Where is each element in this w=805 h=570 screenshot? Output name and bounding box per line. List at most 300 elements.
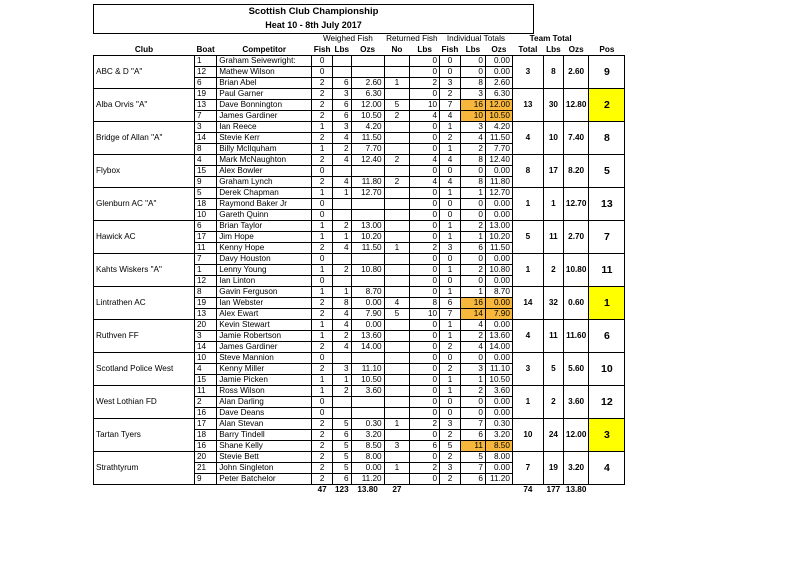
- cell-r-no: [384, 408, 410, 419]
- col-header-position: Pos: [599, 44, 615, 54]
- cell-i-ozs: 11.20: [485, 474, 512, 485]
- table-row: [94, 452, 625, 463]
- cell-w-ozs: 10.80: [351, 265, 384, 276]
- cell-i-lbs: 0: [460, 254, 485, 265]
- title-box: [93, 4, 534, 34]
- team-lbs: 11: [543, 221, 563, 254]
- cell-w-fish: 1: [312, 221, 333, 232]
- cell-i-fish: 1: [440, 265, 461, 276]
- table-row: [94, 254, 625, 265]
- cell-i-ozs: 10.50: [485, 111, 512, 122]
- club-name: Hawick AC: [94, 221, 195, 254]
- cell-w-ozs: 10.50: [351, 111, 384, 122]
- cell-w-lbs: [333, 166, 352, 177]
- club-name: ABC & D "A": [94, 56, 195, 89]
- cell-r-no: [384, 386, 410, 397]
- cell-r-no: [384, 232, 410, 243]
- cell-w-ozs: 12.40: [351, 155, 384, 166]
- cell-i-lbs: 1: [460, 375, 485, 386]
- cell-boat: 15: [195, 375, 217, 386]
- team-lbs: 1: [543, 188, 563, 221]
- cell-i-ozs: 7.70: [485, 144, 512, 155]
- cell-i-ozs: 0.00: [485, 56, 512, 67]
- team-ozs: 5.60: [563, 353, 589, 386]
- cell-r-no: 5: [384, 100, 410, 111]
- cell-r-lbs: 0: [410, 342, 440, 353]
- cell-i-lbs: 0: [460, 56, 485, 67]
- cell-competitor: Jim Hope: [217, 232, 312, 243]
- cell-i-fish: 0: [440, 210, 461, 221]
- total-weighed-lbs: 123: [334, 485, 349, 495]
- table-row: [94, 320, 625, 331]
- cell-competitor: Billy McIlquham: [217, 144, 312, 155]
- cell-r-no: 2: [384, 155, 410, 166]
- cell-i-ozs: 7.90: [485, 309, 512, 320]
- cell-w-ozs: [351, 166, 384, 177]
- cell-i-fish: 0: [440, 56, 461, 67]
- team-lbs: 10: [543, 122, 563, 155]
- cell-boat: 7: [195, 111, 217, 122]
- cell-competitor: Alan Stevan: [217, 419, 312, 430]
- cell-i-fish: 1: [440, 232, 461, 243]
- cell-w-ozs: 11.50: [351, 133, 384, 144]
- cell-w-fish: 2: [312, 177, 333, 188]
- cell-w-ozs: 4.20: [351, 122, 384, 133]
- cell-boat: 12: [195, 67, 217, 78]
- cell-i-ozs: 4.20: [485, 122, 512, 133]
- cell-w-ozs: 0.30: [351, 419, 384, 430]
- cell-r-lbs: 6: [410, 441, 440, 452]
- totals-row: [94, 485, 625, 496]
- cell-w-fish: 0: [312, 67, 333, 78]
- cell-competitor: Kenny Hope: [217, 243, 312, 254]
- cell-i-ozs: 0.00: [485, 199, 512, 210]
- cell-competitor: Davy Houston: [217, 254, 312, 265]
- cell-w-fish: 0: [312, 408, 333, 419]
- team-total: 10: [512, 419, 543, 452]
- cell-w-ozs: [351, 353, 384, 364]
- cell-w-ozs: [351, 408, 384, 419]
- cell-w-ozs: 6.30: [351, 89, 384, 100]
- cell-w-lbs: 6: [333, 78, 352, 89]
- cell-r-no: [384, 199, 410, 210]
- cell-w-fish: 0: [312, 276, 333, 287]
- cell-competitor: Stevie Kerr: [217, 133, 312, 144]
- cell-i-fish: 3: [440, 463, 461, 474]
- cell-boat: 9: [195, 177, 217, 188]
- page-title: Scottish Club Championship: [248, 6, 379, 17]
- cell-w-fish: 1: [312, 320, 333, 331]
- cell-w-ozs: 8.70: [351, 287, 384, 298]
- club-name: Strathtyrum: [94, 452, 195, 485]
- cell-w-lbs: 4: [333, 243, 352, 254]
- cell-w-ozs: [351, 67, 384, 78]
- club-name: Alba Orvis "A": [94, 89, 195, 122]
- position: 12: [589, 386, 625, 419]
- club-name: Kahts Wiskers "A": [94, 254, 195, 287]
- cell-r-lbs: 0: [410, 188, 440, 199]
- cell-w-fish: 0: [312, 166, 333, 177]
- cell-i-ozs: 0.00: [485, 353, 512, 364]
- cell-boat: 8: [195, 144, 217, 155]
- col-header-boat: Boat: [196, 44, 215, 54]
- cell-i-fish: 1: [440, 331, 461, 342]
- cell-r-no: [384, 276, 410, 287]
- cell-i-lbs: 3: [460, 122, 485, 133]
- col-header-weighed-fish: Fish: [313, 44, 331, 54]
- col-header-club: Club: [134, 44, 154, 54]
- cell-i-fish: 7: [440, 309, 461, 320]
- cell-i-ozs: 0.00: [485, 463, 512, 474]
- cell-i-lbs: 3: [460, 89, 485, 100]
- cell-r-lbs: 0: [410, 144, 440, 155]
- cell-i-fish: 2: [440, 452, 461, 463]
- cell-i-ozs: 0.00: [485, 67, 512, 78]
- position: 2: [589, 89, 625, 122]
- cell-i-fish: 4: [440, 111, 461, 122]
- cell-w-lbs: [333, 56, 352, 67]
- cell-boat: 8: [195, 287, 217, 298]
- cell-i-lbs: 4: [460, 320, 485, 331]
- cell-r-no: [384, 265, 410, 276]
- team-total: 13: [512, 89, 543, 122]
- cell-boat: 9: [195, 474, 217, 485]
- cell-w-ozs: [351, 56, 384, 67]
- cell-w-lbs: [333, 353, 352, 364]
- cell-competitor: Brian Taylor: [217, 221, 312, 232]
- cell-boat: 14: [195, 342, 217, 353]
- cell-i-fish: 1: [440, 144, 461, 155]
- cell-r-lbs: 4: [410, 177, 440, 188]
- cell-r-no: [384, 89, 410, 100]
- cell-i-fish: 5: [440, 441, 461, 452]
- cell-r-no: [384, 67, 410, 78]
- team-lbs: 19: [543, 452, 563, 485]
- cell-r-no: [384, 320, 410, 331]
- cell-competitor: Kevin Stewart: [217, 320, 312, 331]
- team-ozs: 0.60: [563, 287, 589, 320]
- cell-competitor: Brian Abel: [217, 78, 312, 89]
- cell-r-no: [384, 210, 410, 221]
- cell-competitor: Ian Webster: [217, 298, 312, 309]
- cell-competitor: Barry Tindell: [217, 430, 312, 441]
- cell-w-ozs: 0.00: [351, 298, 384, 309]
- cell-w-fish: 2: [312, 364, 333, 375]
- cell-r-no: [384, 188, 410, 199]
- cell-i-fish: 0: [440, 166, 461, 177]
- total-weighed-ozs: 13.80: [357, 485, 378, 495]
- total-team-total: 74: [523, 485, 533, 495]
- cell-r-no: [384, 144, 410, 155]
- position: 3: [589, 419, 625, 452]
- cell-w-fish: 2: [312, 100, 333, 111]
- table-row: [94, 419, 625, 430]
- cell-r-no: 1: [384, 463, 410, 474]
- cell-r-lbs: 10: [410, 100, 440, 111]
- cell-w-fish: 0: [312, 353, 333, 364]
- cell-r-lbs: 0: [410, 254, 440, 265]
- cell-i-ozs: 0.30: [485, 419, 512, 430]
- cell-i-fish: 1: [440, 386, 461, 397]
- cell-i-ozs: 0.00: [485, 298, 512, 309]
- cell-w-ozs: 0.00: [351, 320, 384, 331]
- cell-boat: 20: [195, 320, 217, 331]
- cell-w-ozs: 14.00: [351, 342, 384, 353]
- cell-w-fish: 0: [312, 210, 333, 221]
- cell-boat: 4: [195, 155, 217, 166]
- cell-boat: 7: [195, 254, 217, 265]
- position: 6: [589, 320, 625, 353]
- cell-i-lbs: 8: [460, 78, 485, 89]
- cell-w-lbs: 8: [333, 298, 352, 309]
- cell-w-lbs: [333, 210, 352, 221]
- cell-boat: 11: [195, 386, 217, 397]
- cell-i-ozs: 10.50: [485, 375, 512, 386]
- cell-r-no: [384, 166, 410, 177]
- team-lbs: 2: [543, 386, 563, 419]
- cell-w-fish: 2: [312, 78, 333, 89]
- total-team-ozs: 13.80: [565, 485, 587, 495]
- results-table: [93, 34, 625, 495]
- cell-r-no: [384, 353, 410, 364]
- cell-boat: 13: [195, 309, 217, 320]
- weighed-fish-header: Weighed Fish: [322, 34, 373, 44]
- cell-i-lbs: 11: [460, 441, 485, 452]
- cell-w-fish: 0: [312, 56, 333, 67]
- cell-i-lbs: 16: [460, 100, 485, 111]
- team-ozs: 12.80: [563, 89, 589, 122]
- team-lbs: 2: [543, 254, 563, 287]
- cell-r-lbs: 0: [410, 56, 440, 67]
- cell-r-lbs: 0: [410, 166, 440, 177]
- cell-i-ozs: 10.80: [485, 265, 512, 276]
- cell-i-lbs: 8: [460, 177, 485, 188]
- cell-r-no: [384, 474, 410, 485]
- cell-competitor: Derek Chapman: [217, 188, 312, 199]
- cell-i-fish: 4: [440, 155, 461, 166]
- cell-i-lbs: 5: [460, 452, 485, 463]
- cell-i-lbs: 2: [460, 265, 485, 276]
- cell-i-lbs: 6: [460, 430, 485, 441]
- cell-i-fish: 4: [440, 177, 461, 188]
- cell-r-no: 1: [384, 243, 410, 254]
- cell-i-fish: 2: [440, 342, 461, 353]
- cell-w-lbs: [333, 408, 352, 419]
- cell-i-lbs: 0: [460, 166, 485, 177]
- cell-boat: 20: [195, 452, 217, 463]
- returned-fish-header: Returned Fish: [386, 34, 438, 44]
- position: 13: [589, 188, 625, 221]
- cell-i-lbs: 0: [460, 408, 485, 419]
- cell-i-fish: 3: [440, 419, 461, 430]
- cell-w-lbs: 3: [333, 89, 352, 100]
- col-header-team-total: Total: [518, 44, 538, 54]
- cell-boat: 2: [195, 397, 217, 408]
- cell-competitor: Dave Deans: [217, 408, 312, 419]
- cell-i-ozs: 8.70: [485, 287, 512, 298]
- team-ozs: 12.00: [563, 419, 589, 452]
- cell-boat: 4: [195, 364, 217, 375]
- cell-r-no: [384, 452, 410, 463]
- cell-w-lbs: 4: [333, 133, 352, 144]
- cell-i-fish: 0: [440, 397, 461, 408]
- cell-r-lbs: 0: [410, 265, 440, 276]
- cell-w-fish: 0: [312, 254, 333, 265]
- cell-boat: 16: [195, 408, 217, 419]
- cell-r-lbs: 0: [410, 386, 440, 397]
- cell-boat: 10: [195, 353, 217, 364]
- cell-r-no: [384, 56, 410, 67]
- team-total: 1: [512, 188, 543, 221]
- cell-w-fish: 2: [312, 474, 333, 485]
- cell-w-ozs: 7.90: [351, 309, 384, 320]
- cell-competitor: Graham Seivewright:: [217, 56, 312, 67]
- cell-w-fish: 2: [312, 419, 333, 430]
- cell-i-lbs: 4: [460, 342, 485, 353]
- cell-w-lbs: 1: [333, 287, 352, 298]
- cell-i-ozs: 0.00: [485, 276, 512, 287]
- cell-i-lbs: 2: [460, 221, 485, 232]
- cell-w-fish: 2: [312, 89, 333, 100]
- cell-boat: 12: [195, 276, 217, 287]
- cell-r-lbs: 2: [410, 78, 440, 89]
- club-name: Bridge of Allan "A": [94, 122, 195, 155]
- cell-w-fish: 1: [312, 375, 333, 386]
- team-total: 3: [512, 56, 543, 89]
- col-header-individual-ozs: Ozs: [491, 44, 507, 54]
- cell-w-fish: 2: [312, 111, 333, 122]
- column-header-row: [94, 45, 625, 56]
- cell-boat: 17: [195, 419, 217, 430]
- team-total: 4: [512, 122, 543, 155]
- cell-w-fish: 2: [312, 430, 333, 441]
- cell-w-lbs: [333, 199, 352, 210]
- cell-competitor: Shane Kelly: [217, 441, 312, 452]
- cell-w-lbs: 3: [333, 122, 352, 133]
- cell-i-ozs: 0.00: [485, 397, 512, 408]
- cell-i-ozs: 0.00: [485, 166, 512, 177]
- cell-competitor: Paul Garner: [217, 89, 312, 100]
- cell-boat: 1: [195, 265, 217, 276]
- cell-w-fish: 1: [312, 232, 333, 243]
- cell-competitor: Alan Darling: [217, 397, 312, 408]
- team-ozs: 11.60: [563, 320, 589, 353]
- cell-boat: 6: [195, 221, 217, 232]
- team-total: 7: [512, 452, 543, 485]
- cell-w-lbs: [333, 397, 352, 408]
- cell-w-ozs: 8.00: [351, 452, 384, 463]
- cell-r-lbs: 0: [410, 430, 440, 441]
- cell-i-fish: 2: [440, 133, 461, 144]
- cell-w-fish: 1: [312, 122, 333, 133]
- total-returned-no: 27: [392, 485, 402, 495]
- cell-competitor: Ross Wilson: [217, 386, 312, 397]
- cell-r-no: [384, 331, 410, 342]
- cell-w-ozs: 13.60: [351, 331, 384, 342]
- cell-i-lbs: 0: [460, 353, 485, 364]
- cell-i-ozs: 0.00: [485, 408, 512, 419]
- team-ozs: 2.70: [563, 221, 589, 254]
- team-lbs: 24: [543, 419, 563, 452]
- cell-i-ozs: 0.00: [485, 210, 512, 221]
- cell-i-lbs: 2: [460, 144, 485, 155]
- team-ozs: 8.20: [563, 155, 589, 188]
- cell-w-lbs: 2: [333, 144, 352, 155]
- cell-r-lbs: 0: [410, 133, 440, 144]
- cell-competitor: Raymond Baker Jr: [217, 199, 312, 210]
- cell-w-fish: 1: [312, 265, 333, 276]
- cell-r-no: 2: [384, 177, 410, 188]
- table-row: [94, 155, 625, 166]
- cell-i-fish: 0: [440, 353, 461, 364]
- cell-w-ozs: 7.70: [351, 144, 384, 155]
- cell-w-ozs: 12.70: [351, 188, 384, 199]
- cell-w-lbs: 5: [333, 419, 352, 430]
- cell-i-fish: 2: [440, 474, 461, 485]
- cell-r-lbs: 0: [410, 375, 440, 386]
- cell-r-lbs: 2: [410, 243, 440, 254]
- cell-i-ozs: 12.40: [485, 155, 512, 166]
- cell-w-ozs: 10.20: [351, 232, 384, 243]
- col-header-team-lbs: Lbs: [546, 44, 561, 54]
- cell-i-fish: 0: [440, 67, 461, 78]
- cell-r-no: 2: [384, 111, 410, 122]
- cell-w-ozs: 13.00: [351, 221, 384, 232]
- cell-w-ozs: 2.60: [351, 78, 384, 89]
- cell-competitor: Stevie Bett: [217, 452, 312, 463]
- cell-w-fish: 2: [312, 463, 333, 474]
- results-body: [94, 56, 625, 485]
- cell-i-ozs: 14.00: [485, 342, 512, 353]
- cell-w-ozs: [351, 254, 384, 265]
- cell-w-lbs: 6: [333, 100, 352, 111]
- cell-r-no: [384, 287, 410, 298]
- cell-r-lbs: 0: [410, 408, 440, 419]
- cell-r-no: [384, 133, 410, 144]
- cell-i-ozs: 10.20: [485, 232, 512, 243]
- cell-i-ozs: 0.00: [485, 320, 512, 331]
- position: 7: [589, 221, 625, 254]
- cell-i-lbs: 2: [460, 331, 485, 342]
- cell-w-lbs: 4: [333, 177, 352, 188]
- cell-r-no: 4: [384, 298, 410, 309]
- cell-w-ozs: 3.60: [351, 386, 384, 397]
- position: 9: [589, 56, 625, 89]
- cell-i-fish: 1: [440, 375, 461, 386]
- club-name: West Lothian FD: [94, 386, 195, 419]
- team-total: 8: [512, 155, 543, 188]
- cell-competitor: Dave Bonnington: [217, 100, 312, 111]
- cell-w-lbs: 4: [333, 309, 352, 320]
- cell-r-lbs: 0: [410, 287, 440, 298]
- table-row: [94, 287, 625, 298]
- position: 4: [589, 452, 625, 485]
- club-name: Scotland Police West: [94, 353, 195, 386]
- cell-i-fish: 0: [440, 276, 461, 287]
- cell-i-lbs: 10: [460, 111, 485, 122]
- cell-boat: 5: [195, 188, 217, 199]
- club-name: Tartan Tyers: [94, 419, 195, 452]
- cell-w-fish: 2: [312, 133, 333, 144]
- cell-i-ozs: 11.50: [485, 133, 512, 144]
- cell-i-lbs: 0: [460, 210, 485, 221]
- cell-w-lbs: [333, 276, 352, 287]
- cell-i-lbs: 0: [460, 397, 485, 408]
- team-lbs: 17: [543, 155, 563, 188]
- cell-w-fish: 1: [312, 144, 333, 155]
- cell-w-fish: 0: [312, 397, 333, 408]
- cell-w-lbs: 2: [333, 331, 352, 342]
